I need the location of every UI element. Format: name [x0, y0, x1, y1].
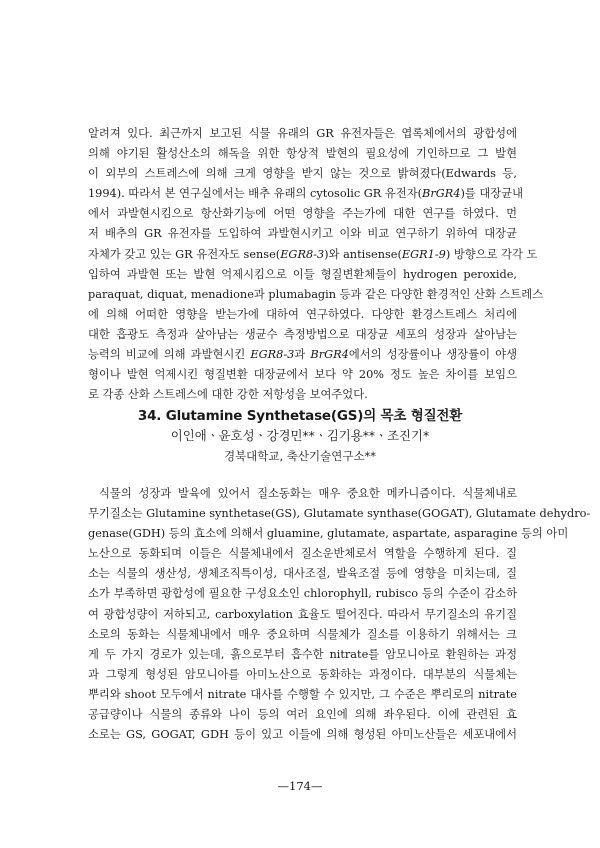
text-line: 뿌리와 shoot 모두에서 nitrate 대사를 수행할 수 있지만, 그 수준은 뿌리로의 nitrate — [88, 687, 517, 701]
text-line: 게 두 가지 경로가 있는데, 흙으로부터 흡수한 nitrate를 암모니아로 환원하는 과정 — [88, 647, 517, 661]
text-line: 과 그렇게 형성된 암모니아를 아미노산으로 동화하는 과정이다. 대부분의 식물체는 — [88, 667, 517, 681]
text-line: 무기질소는 Glutamine synthetase(GS), Glutamate synthase(GOGAT), Glutamate dehydro- — [88, 507, 591, 521]
text-line: 1994). 따라서 본 연구실에서는 배추 유래의 cytosolic GR 유전자(BrGR4)를 대장균내 — [88, 187, 524, 201]
section-affiliation: 경북대학교, 축산기술연구소** — [223, 449, 377, 463]
text-line: 소로는 GS, GOGAT, GDH 등이 있고 이들에 의해 형성된 아미노산들은 세포내에서 — [88, 728, 517, 742]
section-authors: 이인애ㆍ윤호성ㆍ강경민**ㆍ김기용**ㆍ조진기* — [170, 428, 430, 443]
text-line: 소가 부족하면 광합성에 필요한 구성요소인 chlorophyll, rubisco 등의 수준이 감소하 — [88, 587, 517, 601]
text-line: 의해 야기된 활성산소의 해독을 위한 항상적 발현의 필요성에 기인하므로 그 발현 — [88, 147, 517, 161]
text-line: 노산으로 동화되며 이들은 식물체내에서 질소운반체로서 역할을 수행하게 된다. 질 — [88, 547, 517, 561]
text-line: 에서 과발현시킴으로 항산화기능에 어떤 영향을 주는가에 대한 연구를 하였다. 먼 — [88, 207, 517, 221]
text-line: 입하여 과발현 또는 발현 억제시킴으로 이들 형질변환체들이 hydrogen peroxide, — [88, 267, 517, 281]
text-line: 자체가 갖고 있는 GR 유전자도 sense(EGR8-3)와 antisense(EGR1-9) 방향으로 각각 도 — [88, 247, 538, 261]
text-line: 대한 흡광도 측정과 살아남는 생균수 측정방법으로 대장균 세포의 성장과 살아남는 — [88, 327, 517, 341]
text-line: 로 각종 산화 스트레스에 대한 강한 저항성을 보여주었다. — [88, 388, 368, 402]
text-line: 에 의해 어떠한 영향을 받는가에 대하여 연구하였다. 다양한 환경스트레스 처리에 — [88, 307, 517, 321]
text-line: paraquat, diquat, menadione과 plumabagin 등과 같은 다양한 환경적인 산화 스트레스 — [88, 287, 544, 301]
text-line: genase(GDH) 등의 효소에 의해서 gluamine, glutamate, aspartate, asparagine 등의 아미 — [88, 527, 569, 541]
page-number: —174— — [277, 779, 323, 793]
text-line: 공급량이나 식물의 종류와 나이 등의 여러 요인에 의해 좌우된다. 이에 관련된 효 — [88, 708, 517, 722]
section-title: 34. Glutamine Synthetase(GS)의 목초 형질전환 — [137, 408, 463, 424]
text-line: 저 배추의 GR 유전자를 도입하여 과발현시키고 이와 비교 연구하기 위하여 대장균 — [88, 227, 517, 241]
text-line: 이 외부의 스트레스에 의해 크게 영향을 받지 않는 것으로 밝혀졌다(Edwards 등, — [88, 167, 517, 181]
paragraph-body-2 — [88, 484, 591, 745]
paragraph-body-1 — [88, 124, 544, 405]
text-line: 식물의 성장과 발육에 있어서 질소동화는 매우 중요한 메카니즘이다. 식물체내로 — [99, 487, 517, 500]
text-line: 능력의 비교에 의해 과발현시킨 EGR8-3과 BrGR4에서의 성장률이나 생장률이 야생 — [88, 348, 517, 362]
text-line: 형이나 발현 억제시킨 형질변환 대장균에서 보다 약 20% 정도 높은 차이를 보임으 — [88, 368, 517, 382]
text-line: 여 광합성량이 저하되고, carboxylation 효율도 떨어진다. 따라서 무기질소의 유기질 — [88, 607, 517, 621]
text-line: 소는 식물의 생산성, 생체조직특이성, 대사조절, 발육조절 등에 영향을 미치는데, 질 — [88, 567, 517, 581]
text-line: 알려져 있다. 최근까지 보고된 식물 유래의 GR 유전자들은 엽록체에서의 광합성에 — [88, 127, 517, 140]
text-line: 소로의 동화는 식물체내에서 매우 중요하며 식물체가 질소를 이용하기 위해서는 크 — [88, 627, 517, 641]
